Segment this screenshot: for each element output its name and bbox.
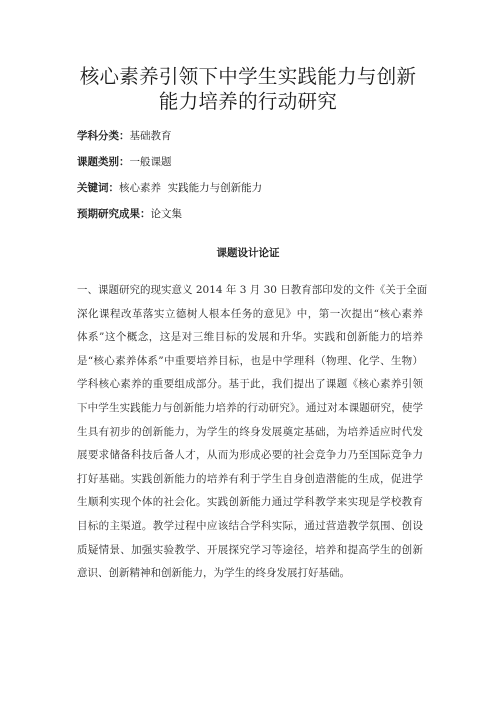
meta-outcome-label: 预期研究成果： xyxy=(77,208,151,220)
paragraph-line: 质疑情景、加强实验教学、开展探究学习等途径，培养和提高学生的创新 xyxy=(77,543,423,556)
meta-outcome-value: 论文集 xyxy=(150,208,182,220)
paragraph-line: 一、课题研究的现实意义 2014 年 3 月 30 日教育部印发的文件《关于全面 xyxy=(77,284,428,296)
meta-subject-value: 基础教育 xyxy=(129,130,172,142)
paragraph-line: 生具有初步的创新能力，为学生的终身发展奠定基础，为培养适应时代发 xyxy=(77,425,423,438)
body-paragraph xyxy=(77,279,428,586)
paragraph-line: 目标的主渠道。教学过程中应该结合学科实际，通过营造教学氛围、创设 xyxy=(77,519,423,532)
meta-outcome xyxy=(77,207,182,221)
document-title-line-1: 核心素养引领下中学生实践能力与创新 xyxy=(79,65,417,88)
meta-category-label: 课题类别： xyxy=(77,156,130,168)
meta-category-value: 一般课题 xyxy=(129,156,172,168)
paragraph-line: 体系”这个概念，这是对三维目标的发展和升华。实践和创新能力的培养 xyxy=(77,331,423,344)
meta-keywords xyxy=(77,181,262,195)
paragraph-line: 意识、创新精神和创新能力，为学生的终身发展打好基础。 xyxy=(77,567,350,580)
meta-keywords-value: 核心素养 实践能力与创新能力 xyxy=(119,182,263,194)
meta-subject-label: 学科分类： xyxy=(77,130,130,142)
paragraph-line: 学科核心素养的重要组成部分。基于此，我们提出了课题《核心素养引领 xyxy=(77,378,423,391)
document-title-line-2: 能力培养的行动研究 xyxy=(158,90,338,113)
paragraph-line: 是“核心素养体系”中重要培养目标，也是中学理科（物理、化学、生物） xyxy=(77,354,423,367)
paragraph-line: 打好基础。实践创新能力的培养有利于学生自身创造潜能的生成，促进学 xyxy=(77,472,423,485)
paragraph-line: 生顺利实现个体的社会化。实践创新能力通过学科教学来实现是学校教育 xyxy=(77,496,423,509)
section-heading: 课题设计论证 xyxy=(216,247,280,259)
meta-category xyxy=(77,155,172,169)
paragraph-line: 下中学生实践能力与创新能力培养的行动研究》。通过对本课题研究，使学 xyxy=(77,401,423,414)
paragraph-line: 深化课程改革落实立德树人根本任务的意见》中，第一次提出“核心素养 xyxy=(77,307,423,320)
meta-keywords-label: 关键词： xyxy=(77,182,119,194)
meta-subject xyxy=(77,129,172,143)
paragraph-line: 展要求储备科技后备人才，从而为形成必要的社会竞争力乃至国际竞争力 xyxy=(77,449,423,462)
